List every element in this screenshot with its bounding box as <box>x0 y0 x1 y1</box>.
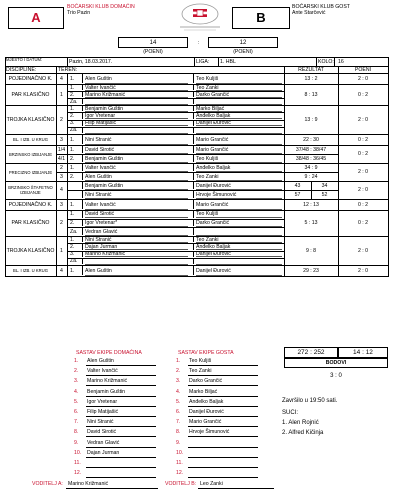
away-lineup-player: Teo Zanki <box>189 368 212 375</box>
name-divider <box>193 99 194 104</box>
player-number: Za. <box>70 98 78 105</box>
match-points: 2 : 0 <box>357 267 369 274</box>
player-number: 3. <box>70 251 75 258</box>
leader-b-label: VODITELJ B: <box>165 481 197 487</box>
player-number: 3. <box>70 120 75 127</box>
name-divider <box>193 191 194 198</box>
leader-b-line <box>198 488 274 489</box>
field-number: 4/1 <box>57 155 66 162</box>
player-number: Za. <box>70 228 78 235</box>
name-divider <box>82 74 83 83</box>
referees-label: SUCI: <box>282 410 299 416</box>
info-divider <box>334 57 335 66</box>
player-number: 1. <box>70 136 75 143</box>
name-divider <box>82 252 83 257</box>
lineup-line <box>188 436 258 437</box>
field-number: 1/4 <box>57 146 66 153</box>
home-player: Valter Ivančić <box>85 201 116 208</box>
away-player: Marko Biljać <box>196 105 225 112</box>
lineup-line <box>188 467 258 468</box>
field-header: TEREN: <box>58 67 78 73</box>
away-letter: B <box>256 10 266 25</box>
league-label: LIGA: <box>196 59 210 65</box>
name-divider <box>193 146 194 153</box>
away-player: Anđelko Baljak <box>196 164 231 171</box>
match-points: 0 : 2 <box>357 151 369 157</box>
player-line <box>67 127 284 128</box>
away-player: Darko Grančić <box>196 220 230 226</box>
home-player: David Sirotić <box>85 146 115 153</box>
match-result: 22 : 30 <box>303 136 319 143</box>
name-divider <box>82 237 83 242</box>
home-points-caption: (POENI) <box>143 49 163 55</box>
home-club-label: BOĆARSKI KLUB DOMAĆIN <box>67 4 135 10</box>
home-lineup-player: Vedran Glavić <box>87 439 120 446</box>
home-player: Alen Guštin <box>85 267 112 274</box>
match-points: 2 : 0 <box>357 187 369 193</box>
away-lineup-player: Danijel Đurović <box>189 409 224 415</box>
away-player: Danijel Đurović <box>196 120 231 127</box>
lineup-number: 10. <box>74 449 82 456</box>
name-divider <box>193 85 194 90</box>
name-divider <box>82 266 83 275</box>
home-player: Igor Vretenar <box>85 112 116 119</box>
home-lineup-player: Marino Križmanić <box>87 378 128 385</box>
lineup-line <box>188 375 258 376</box>
lineup-number: 1. <box>74 358 79 364</box>
home-lineup-player: Igor Vretenar <box>87 398 118 405</box>
away-player: Teo Kuljiš <box>196 155 219 162</box>
lineup-number: 8. <box>176 429 181 436</box>
player-number: 1. <box>70 164 75 171</box>
away-lineup-player: Anđelko Baljak <box>189 398 224 405</box>
home-player: Filip Matijašić <box>85 120 117 127</box>
player-number: 1. <box>70 236 75 243</box>
name-divider <box>193 228 194 235</box>
lineup-number: 11. <box>176 460 183 466</box>
away-points-caption: (POENI) <box>233 49 253 55</box>
round-value: 16 <box>338 59 344 65</box>
row-divider <box>67 210 68 236</box>
info-divider <box>194 57 195 66</box>
name-divider <box>82 92 83 97</box>
place-date-label: MJESTO I DATUM: <box>6 57 43 62</box>
lineup-line <box>188 426 258 427</box>
discipline-name: POJEDINAČNO K. <box>8 201 53 208</box>
lineup-number: 9. <box>74 439 79 446</box>
name-divider <box>82 85 83 90</box>
lineup-line <box>188 457 258 458</box>
name-divider <box>82 99 83 104</box>
player-number: 1. <box>70 201 75 208</box>
lineup-line <box>188 396 258 397</box>
name-divider <box>193 92 194 97</box>
row-divider <box>67 73 68 84</box>
home-lineup-player: Nini Stranić <box>87 419 114 426</box>
lineup-line <box>86 365 156 366</box>
referee-2: 2. Alfred Kičinja <box>282 430 324 436</box>
match-points: 2 : 0 <box>357 75 369 82</box>
name-divider <box>193 252 194 257</box>
player-number: 2. <box>70 220 75 226</box>
home-player: Benjamin Guštin <box>85 182 124 189</box>
name-divider <box>82 191 83 198</box>
home-lineup-player: Benjamin Guštin <box>87 388 126 395</box>
discipline-name: PRECIZNO IZBIJANJE <box>8 169 53 175</box>
name-divider <box>82 244 83 249</box>
lineup-line <box>86 477 156 478</box>
name-divider <box>193 266 194 275</box>
lineup-number: 7. <box>74 419 79 426</box>
lineup-line <box>188 385 258 386</box>
lineup-line <box>188 365 258 366</box>
name-divider <box>82 211 83 218</box>
lineup-number: 9. <box>176 439 181 446</box>
name-divider <box>193 259 194 264</box>
federation-logo <box>172 2 228 32</box>
name-divider <box>82 155 83 162</box>
lineup-line <box>188 416 258 417</box>
info-divider <box>316 57 317 66</box>
row-divider <box>67 134 68 145</box>
league-value: 1. HBL <box>220 59 236 65</box>
name-divider <box>82 200 83 209</box>
home-player: Nini Stranić <box>85 191 112 198</box>
discipline-name: TROJKA KLASIČNO <box>6 116 55 123</box>
name-divider <box>82 146 83 153</box>
name-divider <box>193 237 194 242</box>
home-lineup-player: Filip Matijašić <box>87 409 119 415</box>
row-divider <box>67 199 68 210</box>
name-divider <box>82 135 83 144</box>
discipline-name: BL. I IZB. U KRUG <box>13 137 48 142</box>
player-number: 1. <box>70 75 75 82</box>
points-header: POENI <box>354 66 372 73</box>
discipline-name: BRZINSKO IZBIJANJE <box>8 151 53 157</box>
name-divider <box>193 244 194 249</box>
lineup-line <box>86 416 156 417</box>
player-number: 1. <box>70 105 75 112</box>
match-points: 0 : 2 <box>357 201 369 208</box>
lineup-line <box>86 406 156 407</box>
away-player: Teo Zanki <box>196 236 219 243</box>
name-divider <box>82 173 83 180</box>
name-divider <box>82 113 83 118</box>
result-header: REZULTAT <box>298 66 324 73</box>
name-divider <box>193 121 194 126</box>
name-divider <box>193 211 194 218</box>
field-number: 2 <box>60 116 63 123</box>
name-divider <box>193 182 194 189</box>
field-number: 3 <box>60 136 63 143</box>
name-divider <box>82 106 83 111</box>
name-divider <box>193 128 194 133</box>
round-label: KOLO: <box>318 59 334 65</box>
lineup-number: 2. <box>74 368 79 375</box>
home-player: Valter Ivančić <box>85 84 116 91</box>
home-player: Benjamin Guštin <box>85 155 124 162</box>
match-result: 43 <box>294 182 301 189</box>
match-result: 13 : 9 <box>304 116 318 123</box>
discipline-header: DISCIPLINE: <box>6 67 37 73</box>
lineup-number: 2. <box>176 368 181 375</box>
total-points-box: 14 : 12 <box>338 347 388 358</box>
referee-1: 1. Alen Rojnić <box>282 420 319 426</box>
home-score-box: 14 <box>118 37 188 48</box>
away-club-label: BOĆARSKI KLUB GOST <box>292 4 350 10</box>
home-player: Marino Križmanić <box>85 91 126 98</box>
match-points: 2 : 0 <box>357 116 369 123</box>
name-divider <box>82 128 83 133</box>
match-points: 0 : 2 <box>357 220 369 226</box>
away-player: Teo Zanki <box>196 173 219 180</box>
home-player: Alen Guštin <box>85 173 112 180</box>
match-result: 37/48 : 38/47 <box>295 146 327 153</box>
discipline-name: TROJKA KLASIČNO <box>6 247 55 254</box>
score-separator: : <box>198 40 200 46</box>
match-result: 34 : 9 <box>304 164 318 171</box>
place-date-value: Pazin, 18.03.2017. <box>69 59 113 65</box>
player-number: 2. <box>70 243 75 250</box>
home-player: Marino Križmanić <box>85 251 126 258</box>
home-player: Igor Vretenar* <box>85 220 118 226</box>
away-player: Danijel Đurović <box>196 182 231 189</box>
match-result: 13 : 2 <box>304 75 318 82</box>
name-divider <box>82 121 83 126</box>
lineup-number: 3. <box>176 378 181 385</box>
home-player: Alen Guštin <box>85 75 112 82</box>
name-underline <box>85 275 188 276</box>
match-points: 2 : 0 <box>357 247 369 254</box>
name-divider <box>82 164 83 171</box>
home-lineup-player: Valter Ivančić <box>87 368 118 375</box>
lineup-number: 6. <box>74 409 79 415</box>
away-lineup-player: Marko Biljać <box>189 388 218 395</box>
home-player: Vedran Glavić <box>85 228 118 235</box>
lineup-number: 5. <box>74 398 79 405</box>
player-number: Za. <box>70 127 78 134</box>
home-letter: A <box>31 10 41 25</box>
player-number: 2. <box>70 91 75 98</box>
match-result: 12 : 13 <box>303 201 319 208</box>
lineup-number: 8. <box>74 429 79 436</box>
match-result: 38/48 : 36/45 <box>295 155 327 162</box>
name-divider <box>193 135 194 144</box>
player-number: 1. <box>70 146 75 153</box>
player-number: 2. <box>70 173 75 180</box>
home-club-name: Trio Pazin <box>67 10 91 16</box>
home-player: Valter Ivančić <box>85 164 116 171</box>
discipline-name: PAR KLASIČNO <box>11 91 50 98</box>
away-lineup-player: Hrvoje Šimunović <box>189 429 230 436</box>
away-lineup-player: Darko Grančić <box>189 378 223 385</box>
name-divider <box>82 228 83 235</box>
home-player: Nini Stranić <box>85 236 112 243</box>
match-result: 8 : 13 <box>304 91 318 98</box>
home-player: Benjamin Guštin <box>85 105 124 112</box>
home-player: Dajan Jurman <box>85 243 118 250</box>
row-divider <box>67 265 68 276</box>
home-lineup-player: Dajan Jurman <box>87 449 120 456</box>
name-divider <box>193 106 194 111</box>
match-points: 0 : 2 <box>357 91 369 98</box>
name-divider <box>193 200 194 209</box>
lineup-line <box>188 406 258 407</box>
match-result: 57 <box>294 191 301 198</box>
match-result: 52 <box>321 191 328 198</box>
away-club-name: Ante Starčević <box>292 10 326 16</box>
lineup-number: 3. <box>74 378 79 385</box>
header-divider <box>56 66 57 73</box>
match-points: 2 : 0 <box>357 169 369 175</box>
away-player: Anđelko Baljak <box>196 112 231 119</box>
lineup-number: 7. <box>176 419 181 426</box>
lineup-line <box>86 457 156 458</box>
home-lineup-player: Alen Guštin <box>87 358 114 364</box>
name-divider <box>193 155 194 162</box>
lineup-line <box>188 477 258 478</box>
away-player: Teo Zanki <box>196 84 219 91</box>
away-score-box: 12 <box>208 37 278 48</box>
field-number: 2 <box>60 220 63 226</box>
player-number: Za. <box>70 258 78 265</box>
leader-a-label: VODITELJ A: <box>32 481 63 487</box>
match-result: 29 : 23 <box>303 267 319 274</box>
leader-a-line <box>66 488 158 489</box>
bodovi-label-box: BODOVI <box>284 358 388 368</box>
lineup-number: 12. <box>176 470 184 477</box>
match-result: 9 : 8 <box>305 247 317 254</box>
field-number: 3 <box>60 173 63 180</box>
lineup-number: 4. <box>176 388 181 395</box>
player-number: 1. <box>70 267 75 274</box>
home-lineup-player: David Sirotić <box>87 429 117 436</box>
home-player: David Sirotić <box>85 211 115 218</box>
total-result-box: 272 : 252 <box>284 347 338 358</box>
lineup-line <box>86 447 156 448</box>
away-lineup-player: Teo Kuljiš <box>189 358 212 364</box>
away-player: Mario Grančić <box>196 201 229 208</box>
player-number: 2. <box>70 155 75 162</box>
field-number: 4 <box>60 267 63 274</box>
field-number: 1 <box>60 247 63 254</box>
away-player: Mario Grančić <box>196 146 229 153</box>
away-player: Darko Grančić <box>196 91 230 98</box>
name-divider <box>82 259 83 264</box>
name-divider <box>82 220 83 227</box>
player-number: 2. <box>70 112 75 119</box>
away-player: Teo Kuljiš <box>196 75 219 82</box>
discipline-name: BRZINSKO ŠTAFETNO IZBIJANJE <box>8 185 53 195</box>
info-divider <box>218 57 219 66</box>
name-divider <box>193 164 194 171</box>
match-result: 9 : 24 <box>304 173 318 180</box>
player-line <box>67 258 284 259</box>
lineup-number: 11. <box>74 460 81 466</box>
lineup-line <box>86 375 156 376</box>
match-result: 34 <box>321 182 328 189</box>
lineup-line <box>86 385 156 386</box>
lineup-number: 10. <box>176 449 184 456</box>
field-number: 2 <box>60 164 63 171</box>
name-divider <box>82 182 83 189</box>
field-number: 4 <box>60 187 63 193</box>
bodovi-value: 3 : 0 <box>330 373 342 379</box>
discipline-name: POJEDINAČNO K. <box>8 75 53 82</box>
discipline-name: PAR KLASIČNO <box>11 220 50 226</box>
field-number: 1 <box>60 91 63 98</box>
lineup-number: 6. <box>176 409 181 415</box>
lineup-line <box>86 436 156 437</box>
name-divider <box>193 173 194 180</box>
lineup-line <box>86 426 156 427</box>
player-number: 1. <box>70 84 75 91</box>
match-points: 0 : 2 <box>357 136 369 143</box>
away-player: Anđelko Baljak <box>196 243 231 250</box>
lineup-number: 12. <box>74 470 82 477</box>
name-divider <box>193 113 194 118</box>
lineup-line <box>86 396 156 397</box>
leader-b-value: Leo Zanki <box>200 481 223 487</box>
home-lineup-title: SASTAV EKIPE DOMAĆINA <box>76 350 142 356</box>
away-lineup-title: SASTAV EKIPE GOSTA <box>178 350 234 356</box>
field-number: 3 <box>60 201 63 208</box>
away-player: Mario Grančić <box>196 136 229 143</box>
lineup-number: 5. <box>176 398 181 405</box>
away-player: Danijel Đurović <box>196 251 231 258</box>
away-player: Hrvoje Šimunović <box>196 191 237 198</box>
lineup-line <box>188 447 258 448</box>
name-divider <box>193 74 194 83</box>
discipline-name: BL. I IZB. U KRUG <box>13 268 48 273</box>
name-underline <box>196 275 282 276</box>
lineup-number: 4. <box>74 388 79 395</box>
finish-time: Završilo u 19:50 sati. <box>282 398 338 404</box>
info-divider <box>67 57 68 66</box>
player-number: 1. <box>70 211 75 218</box>
field-number: 4 <box>60 75 63 82</box>
match-result: 5 : 13 <box>304 220 318 226</box>
home-player: Nini Stranić <box>85 136 112 143</box>
row-divider <box>67 84 68 105</box>
leader-a-value: Marino Križmanić <box>68 481 109 487</box>
away-player: Danijel Đurović <box>196 267 231 274</box>
name-divider <box>193 220 194 227</box>
lineup-number: 1. <box>176 358 181 364</box>
away-lineup-player: Mario Grančić <box>189 419 222 426</box>
player-line <box>67 98 284 99</box>
lineup-line <box>86 467 156 468</box>
away-player: Teo Kuljiš <box>196 211 219 218</box>
